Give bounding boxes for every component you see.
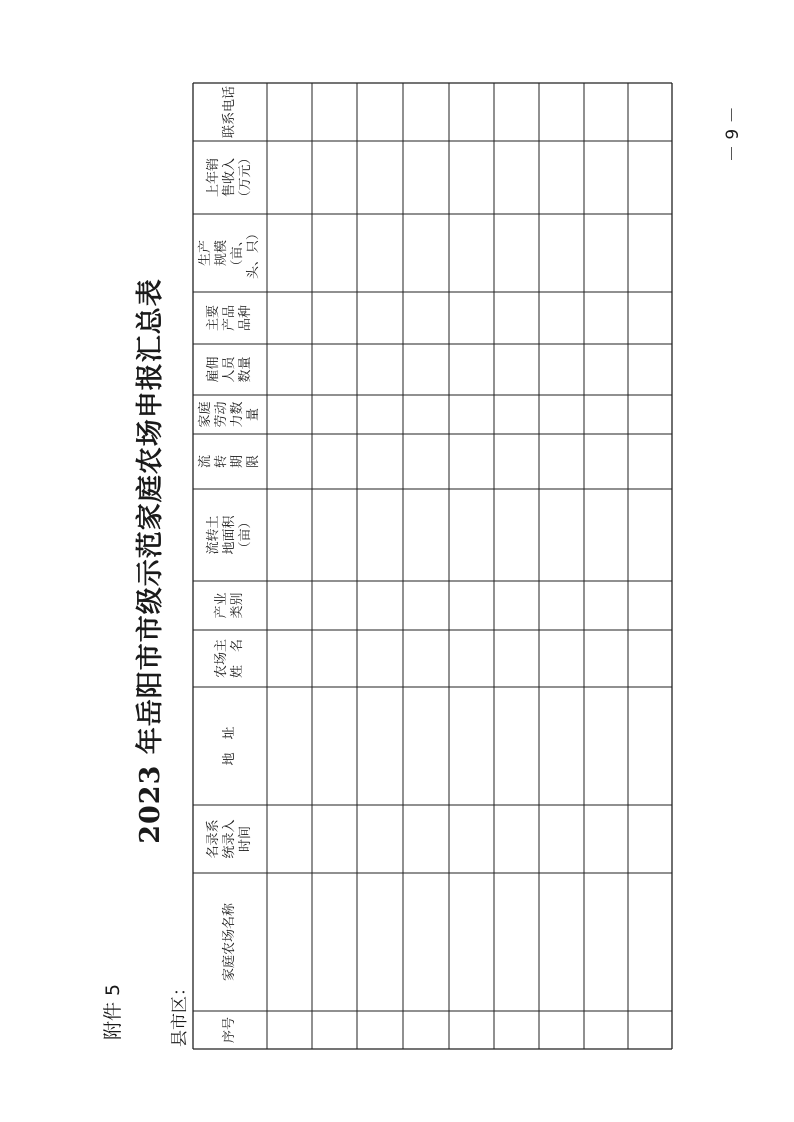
table-cell <box>312 395 357 434</box>
table-cell <box>628 489 672 581</box>
table-cell <box>494 395 539 434</box>
table-cell <box>449 805 494 873</box>
table-cell <box>312 873 357 1011</box>
table-cell <box>267 687 312 805</box>
table-cell <box>539 292 584 344</box>
table-cell <box>539 395 584 434</box>
table-cell <box>449 344 494 395</box>
table-cell <box>584 489 628 581</box>
table-header-cell: 家庭 劳动 力数 量 <box>197 401 262 428</box>
table-cell <box>357 687 403 805</box>
table-cell <box>449 395 494 434</box>
table-cell <box>584 292 628 344</box>
table-cell <box>403 214 449 292</box>
table-cell <box>312 214 357 292</box>
table-cell <box>449 292 494 344</box>
table-cell <box>494 489 539 581</box>
table-cell <box>403 395 449 434</box>
table-cell <box>494 434 539 489</box>
table-cell <box>449 141 494 214</box>
table-cell <box>449 489 494 581</box>
table-cell <box>628 434 672 489</box>
table-cell <box>403 873 449 1011</box>
table-cell <box>494 630 539 687</box>
table-cell <box>403 489 449 581</box>
table-cell <box>539 489 584 581</box>
table-cell <box>539 687 584 805</box>
table-cell <box>357 395 403 434</box>
table-cell <box>312 581 357 630</box>
table-cell <box>267 214 312 292</box>
table-cell <box>312 292 357 344</box>
table-cell <box>494 141 539 214</box>
county-label: 县市区： <box>170 979 190 1047</box>
table-header-cell: 流 转 期 限 <box>197 455 262 469</box>
table-cell <box>539 141 584 214</box>
table-header-cell: 序号 <box>221 1017 237 1044</box>
table-cell <box>357 581 403 630</box>
table-cell <box>403 344 449 395</box>
table-header-cell: 地 址 <box>221 726 237 766</box>
table-cell <box>357 873 403 1011</box>
table-cell <box>267 489 312 581</box>
table-cell <box>584 873 628 1011</box>
table-cell <box>267 344 312 395</box>
table-cell <box>584 687 628 805</box>
table-cell <box>584 805 628 873</box>
table-cell <box>267 1011 312 1049</box>
table-cell <box>628 141 672 214</box>
table-cell <box>267 630 312 687</box>
table-cell <box>267 83 312 141</box>
table-cell <box>312 141 357 214</box>
table-cell <box>628 83 672 141</box>
table-cell <box>449 83 494 141</box>
table-cell <box>449 687 494 805</box>
table-cell <box>403 83 449 141</box>
table-cell <box>494 1011 539 1049</box>
table-cell <box>539 1011 584 1049</box>
table-cell <box>403 630 449 687</box>
table-cell <box>584 434 628 489</box>
table-cell <box>267 805 312 873</box>
page-number: － 9 － <box>723 106 743 162</box>
table-cell <box>494 292 539 344</box>
table-cell <box>539 434 584 489</box>
table-header-cell: 上年销 售收入 （万元） <box>205 151 254 204</box>
table-cell <box>267 395 312 434</box>
table-header-cell: 名录系 统录入 时间 <box>205 819 254 859</box>
table-cell <box>628 292 672 344</box>
table-cell <box>312 83 357 141</box>
table-cell <box>357 1011 403 1049</box>
table-cell <box>494 83 539 141</box>
table-cell <box>628 344 672 395</box>
table-cell <box>628 214 672 292</box>
table-cell <box>539 805 584 873</box>
table-cell <box>357 434 403 489</box>
table-cell <box>267 873 312 1011</box>
table-cell <box>267 581 312 630</box>
table-cell <box>449 630 494 687</box>
table-cell <box>357 489 403 581</box>
table-cell <box>628 630 672 687</box>
table-cell <box>539 344 584 395</box>
table-cell <box>357 83 403 141</box>
table-cell <box>357 141 403 214</box>
table-header-cell: 主要 产品 品种 <box>205 305 254 332</box>
table-header-cell: 家庭农场名称 <box>221 903 237 982</box>
table-cell <box>494 687 539 805</box>
table-cell <box>312 434 357 489</box>
table-cell <box>449 434 494 489</box>
table-cell <box>628 873 672 1011</box>
table-cell <box>357 214 403 292</box>
table-cell <box>312 805 357 873</box>
table-cell <box>312 344 357 395</box>
table-cell <box>403 581 449 630</box>
table-cell <box>494 581 539 630</box>
table-header-cell: 产业 类别 <box>213 592 245 619</box>
table-cell <box>584 344 628 395</box>
table-cell <box>494 873 539 1011</box>
table-cell <box>267 434 312 489</box>
table-cell <box>449 1011 494 1049</box>
table-cell <box>584 395 628 434</box>
table-cell <box>584 83 628 141</box>
table-cell <box>357 292 403 344</box>
table-cell <box>403 1011 449 1049</box>
table-cell <box>584 581 628 630</box>
table-cell <box>357 805 403 873</box>
table-cell <box>628 805 672 873</box>
table-cell <box>449 873 494 1011</box>
table-cell <box>357 630 403 687</box>
table-header-cell: 农场主 姓 名 <box>213 639 245 679</box>
table-cell <box>267 292 312 344</box>
table-header-cell: 雇佣 人员 数量 <box>205 356 254 383</box>
table-cell <box>403 292 449 344</box>
table-cell <box>403 434 449 489</box>
table-header-cell: 流转土 地面积 （亩） <box>205 515 254 555</box>
page-title: 2023 年岳阳市市级示范家庭农场申报汇总表 <box>135 278 166 844</box>
table-cell <box>449 581 494 630</box>
table-header-cell: 联系电话 <box>221 86 237 139</box>
table-cell <box>628 687 672 805</box>
table-cell <box>584 214 628 292</box>
table-cell <box>628 1011 672 1049</box>
table-cell <box>312 630 357 687</box>
table-cell <box>357 344 403 395</box>
annex-label: 附件 5 <box>102 983 124 1040</box>
table-cell <box>312 489 357 581</box>
table-cell <box>539 83 584 141</box>
table-cell <box>267 141 312 214</box>
table-cell <box>584 630 628 687</box>
table-cell <box>628 395 672 434</box>
table-cell <box>539 873 584 1011</box>
table-cell <box>628 581 672 630</box>
table-cell <box>312 1011 357 1049</box>
table-cell <box>494 805 539 873</box>
table-cell <box>494 344 539 395</box>
table-cell <box>403 805 449 873</box>
table-cell <box>312 687 357 805</box>
table-cell <box>584 1011 628 1049</box>
table-cell <box>494 214 539 292</box>
table-header-cell: 生产 规模 （亩、 头、只） <box>197 227 262 280</box>
table-cell <box>403 141 449 214</box>
table-cell <box>539 214 584 292</box>
table-cell <box>584 141 628 214</box>
table-cell <box>539 581 584 630</box>
table-cell <box>403 687 449 805</box>
table-cell <box>539 630 584 687</box>
table-cell <box>449 214 494 292</box>
